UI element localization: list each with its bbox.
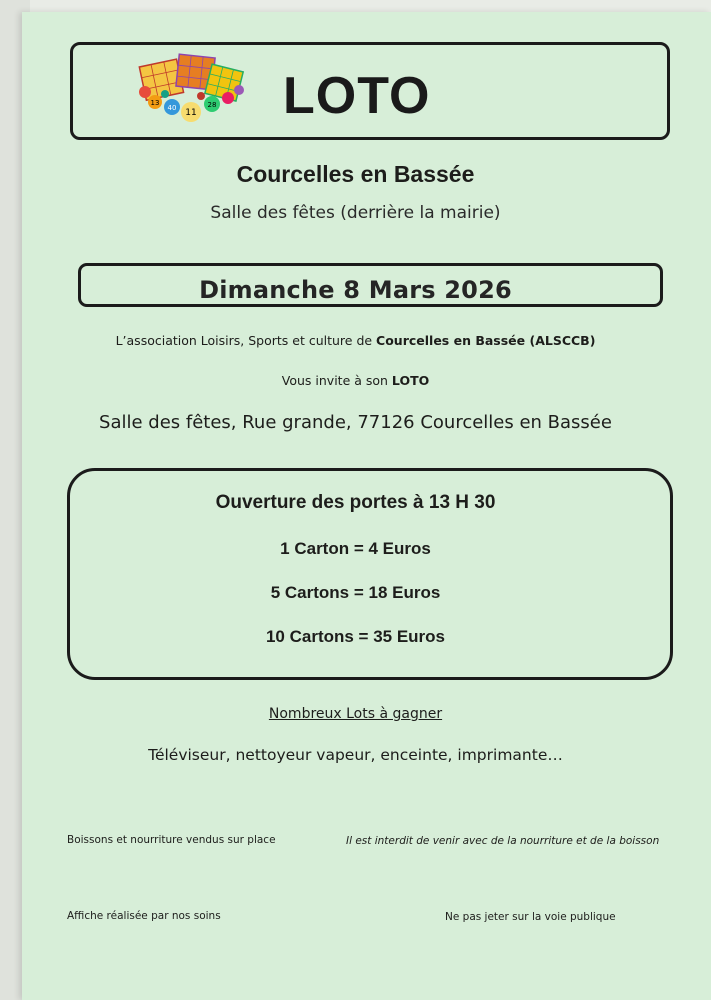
address: Salle des fêtes, Rue grande, 77126 Courcelles en Bassée <box>99 412 612 433</box>
made-by-note: Affiche réalisée par nos soins <box>67 910 221 922</box>
price-5: 5 Cartons = 18 Euros <box>270 583 441 602</box>
invite-loto: LOTO <box>391 373 430 388</box>
venue-line: Salle des fêtes (derrière la mairie) <box>210 203 501 223</box>
drinks-note: Boissons et nourriture vendus sur place <box>67 834 276 846</box>
poster-title: LOTO <box>283 67 431 125</box>
association-line <box>0 333 711 348</box>
opening-time: Ouverture des portes à 13 H 30 <box>215 492 496 513</box>
no-littering-note: Ne pas jeter sur la voie publique <box>445 911 616 923</box>
town-name: Courcelles en Bassée <box>236 161 475 187</box>
invite-prefix: Vous invite à son <box>281 373 392 388</box>
association-name: Courcelles en Bassée (ALSCCB) <box>376 333 596 348</box>
prizes-heading: Nombreux Lots à gagner <box>268 706 443 722</box>
price-1: 1 Carton = 4 Euros <box>280 539 431 558</box>
bingo-cards-logo <box>135 52 247 132</box>
prizes-list: Téléviseur, nettoyeur vapeur, enceinte, imprimante… <box>148 746 563 764</box>
ball-40-label: 40 <box>167 104 177 112</box>
ball-28-label: 28 <box>207 101 217 109</box>
forbidden-note: Il est interdit de venir avec de la nourriture et de la boisson <box>346 835 660 847</box>
ball-11-label: 11 <box>185 108 197 118</box>
invite-line <box>0 373 711 388</box>
price-10: 10 Cartons = 35 Euros <box>265 627 446 646</box>
association-prefix: L’association Loisirs, Sports et culture de <box>115 333 377 348</box>
event-date: Dimanche 8 Mars 2026 <box>199 276 512 304</box>
ball-13-label: 13 <box>150 99 160 107</box>
